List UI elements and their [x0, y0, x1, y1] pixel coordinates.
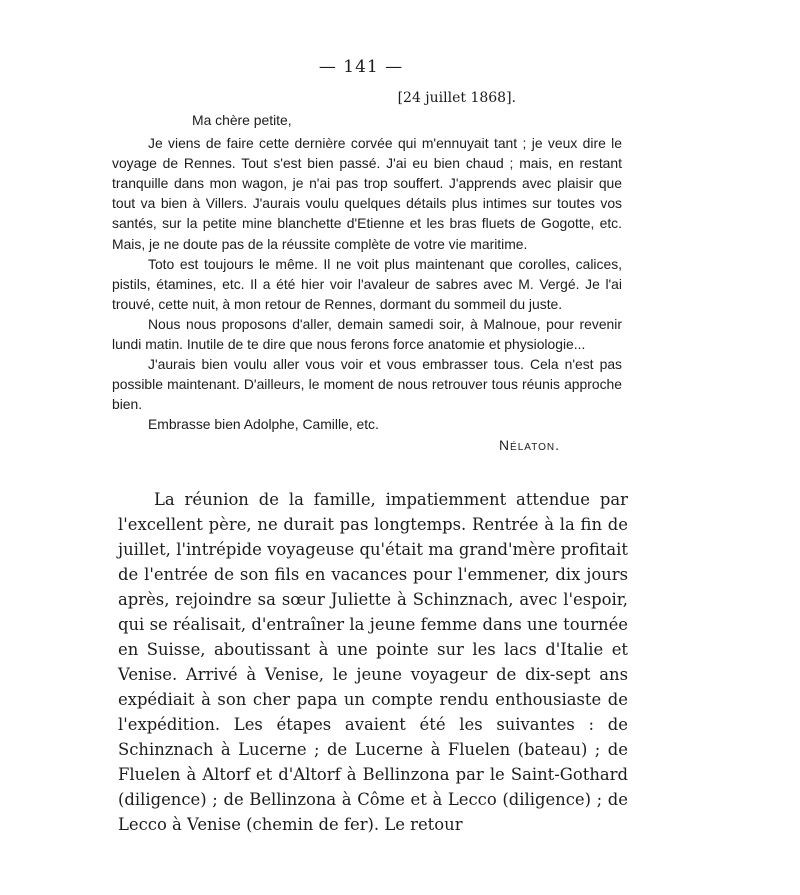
letter-paragraph-1: Je viens de faire cette dernière corvée qui m'ennuyait tant ; je veux dire le voyage de Rennes. Tout s'est bien passé. J'ai eu bien chaud ; mais, en restant tranquille dans mon wagon, je n'ai pas trop souffert. J'apprends avec plaisir que tout va bien à Villers. J'aurais voulu quelques détails plus intimes sur toutes vos santés, sur la petite mine blanchette d'Etienne et les bras fluets de Gogotte, etc. Mais, je ne doute pas de la réussite complète de votre vie maritime.: [112, 135, 622, 252]
page-number: — 141 —: [318, 57, 404, 77]
letter-block: [112, 110, 622, 455]
letter-paragraph-5: Embrasse bien Adolphe, Camille, etc.: [148, 416, 379, 433]
letter-date: [24 juillet 1868].: [397, 90, 516, 106]
narrative-block: [118, 487, 628, 837]
letter-paragraph-4: J'aurais bien voulu aller vous voir et vous embrasser tous. Cela n'est pas possible maintenant. D'ailleurs, le moment de nous retrouver tous réunis approche bien.: [112, 356, 622, 413]
letter-paragraph-2: Toto est toujours le même. Il ne voit plus maintenant que corolles, calices, pistils, étamines, etc. Il a été hier voir l'avaleur de sabres avec M. Vergé. Je l'ai trouvé, cette nuit, à mon retour de Rennes, dormant du sommeil du juste.: [112, 255, 622, 312]
narrative-paragraph: La réunion de la famille, impatiemment attendue par l'excellent père, ne durait pas longtemps. Rentrée à la fin de juillet, l'intrépide voyageuse qu'était ma grand'mère profitait de l'entrée de son fils en vacances pour l'emmener, dix jours après, rejoindre sa sœur Juliette à Schinznach, avec l'espoir, qui se réalisait, d'entraîner la jeune femme dans une tournée en Suisse, aboutissant à une pointe sur les lacs d'Italie et Venise. Arrivé à Venise, le jeune voyageur de dix-sept ans expédiait à son cher papa un compte rendu enthousiaste de l'expédition. Les étapes avaient été les suivantes : de Schinznach à Lucerne ; de Lucerne à Fluelen (bateau) ; de Fluelen à Altorf et d'Altorf à Bellinzona par le Saint-Gothard (diligence) ; de Bellinzona à Côme et à Lecco (diligence) ; de Lecco à Venise (chemin de fer). Le retour: [118, 490, 628, 834]
letter-paragraph-3: Nous nous proposons d'aller, demain samedi soir, à Malnoue, pour revenir lundi matin. Inutile de te dire que nous ferons force anatomie et physiologie...: [112, 315, 622, 353]
letter-signature: Nélaton.: [499, 436, 560, 453]
letter-salutation: Ma chère petite,: [192, 112, 292, 128]
